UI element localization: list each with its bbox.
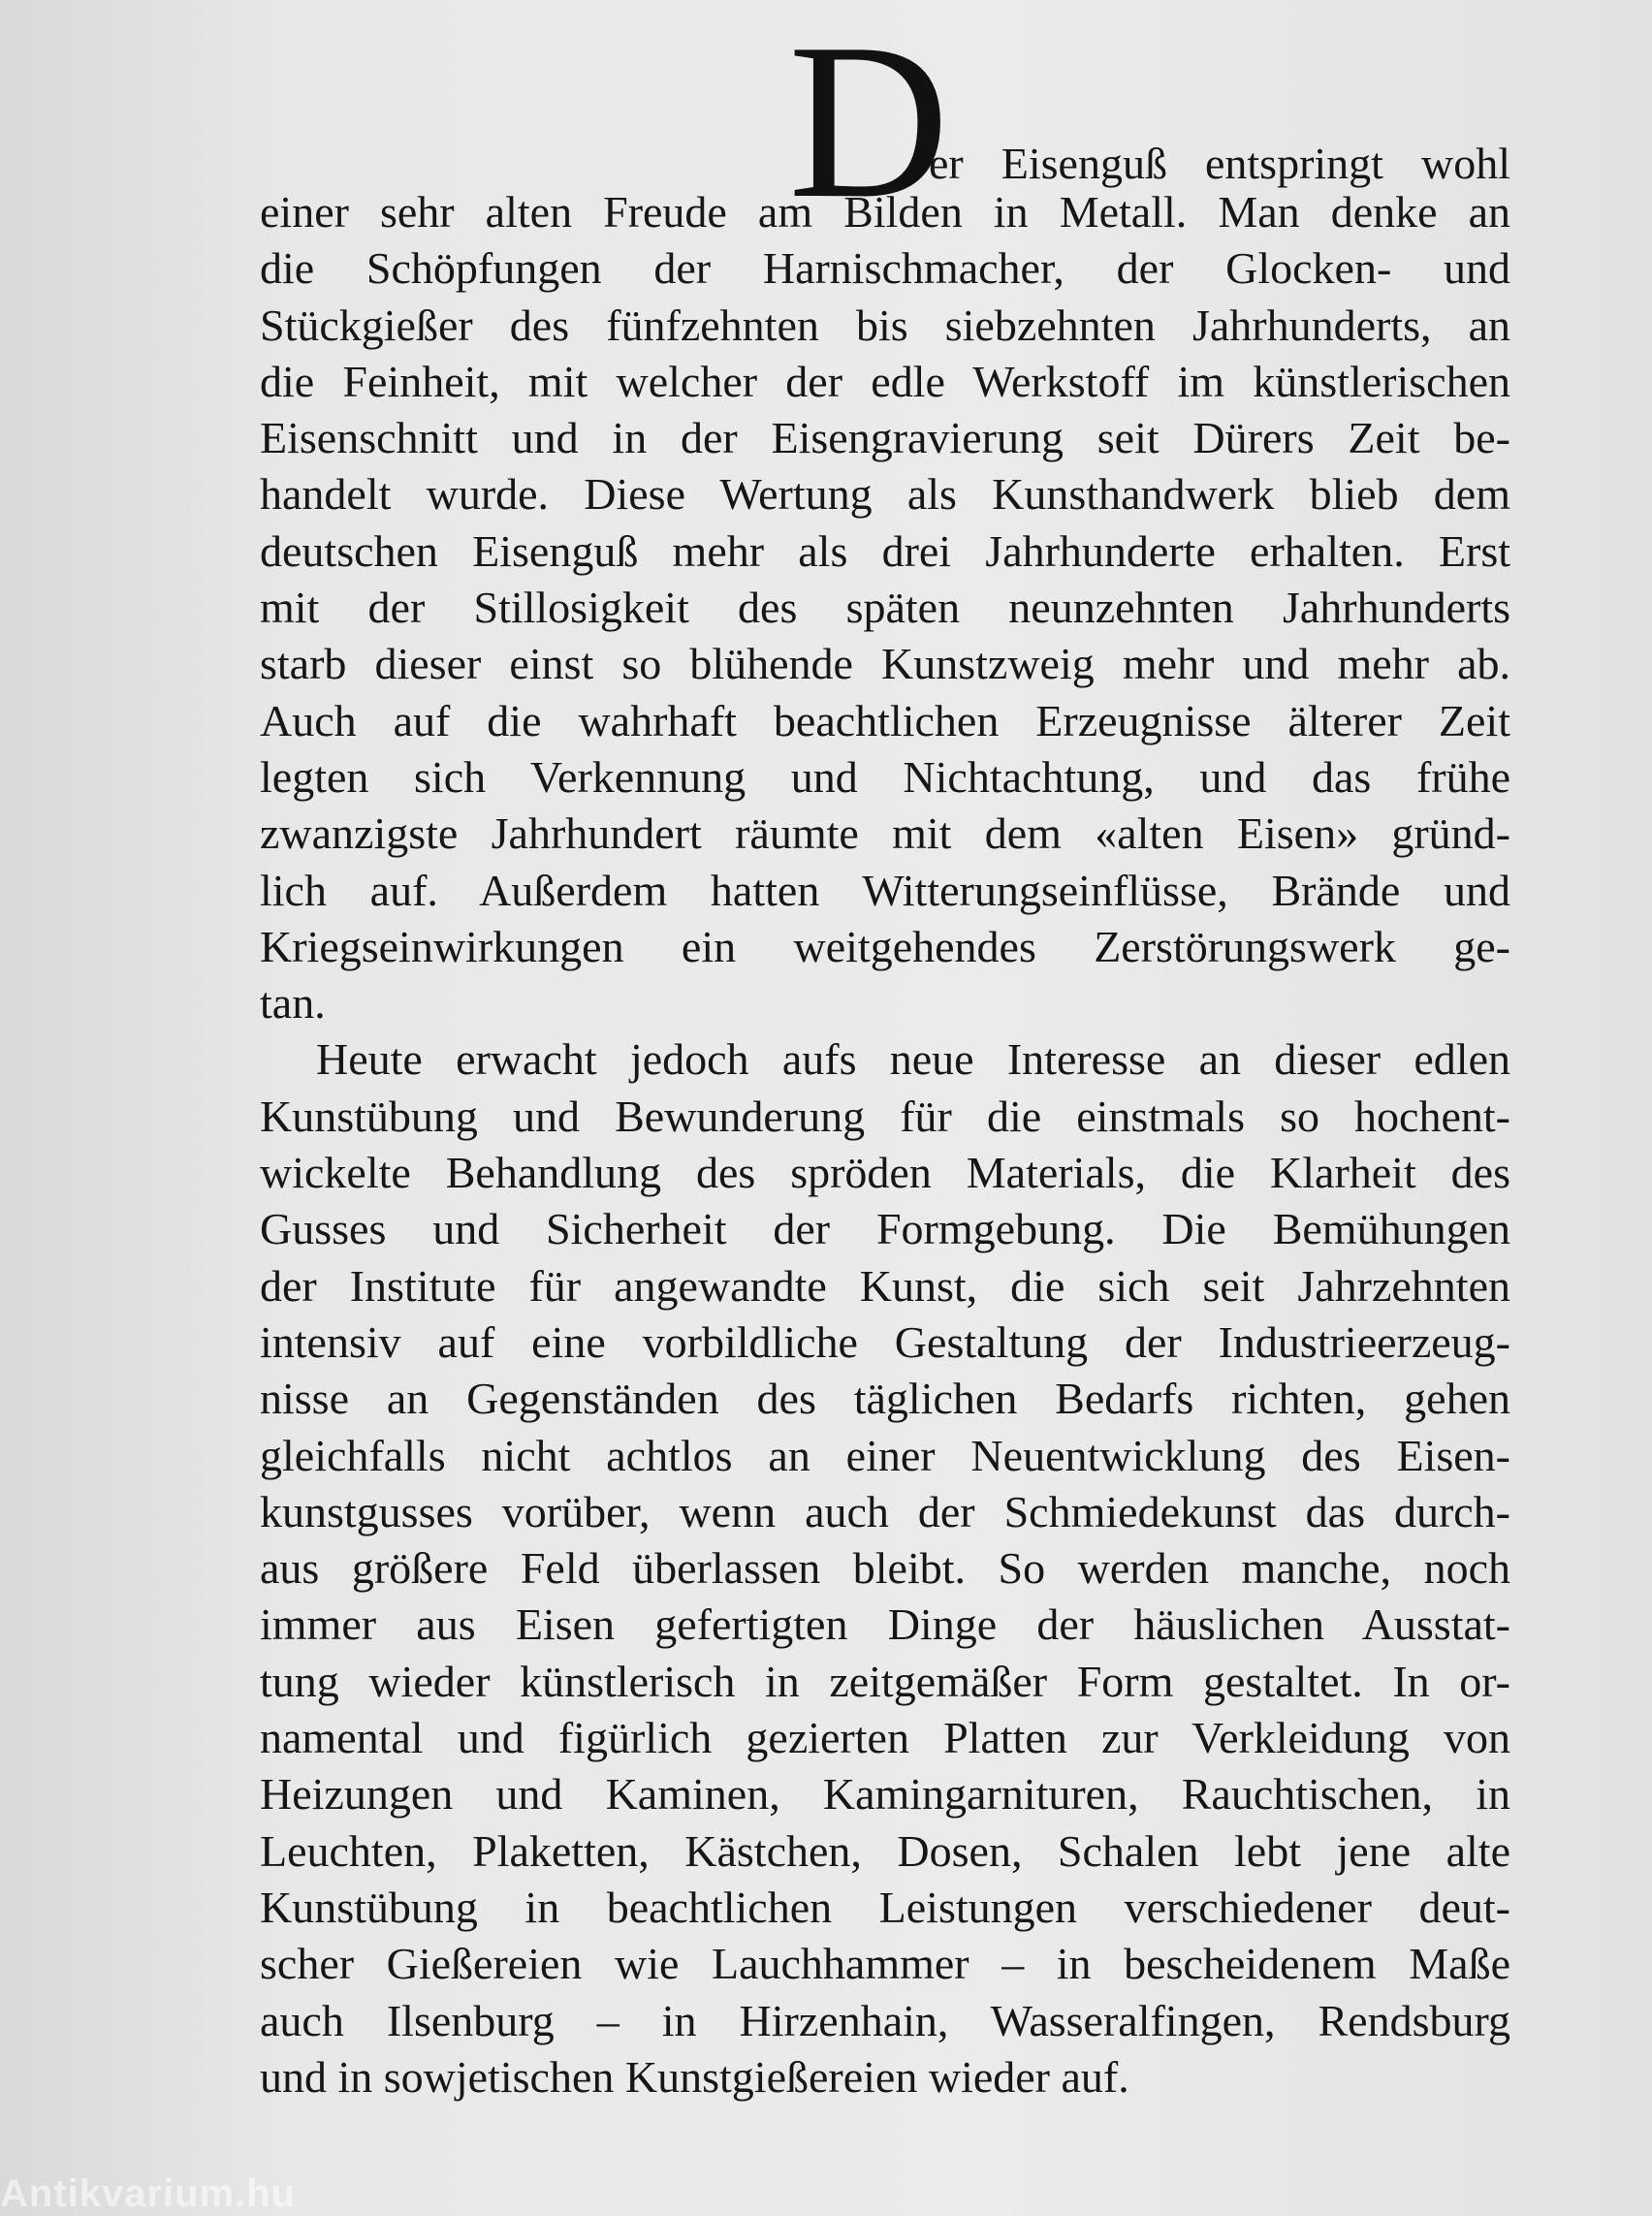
text-line: legten sich Verkennung und Nichtachtung, und das frühe bbox=[260, 751, 1510, 802]
text-line: die Feinheit, mit welcher der edle Werkstoff im künstlerischen bbox=[260, 356, 1510, 406]
text-line: kunstgusses vorüber, wenn auch der Schmiedekunst das durch- bbox=[260, 1486, 1510, 1536]
text-line: Kunstübung und Bewunderung für die einstmals so hochent- bbox=[260, 1091, 1510, 1141]
text-line: Gusses und Sicherheit der Formgebung. Die Bemühungen bbox=[260, 1204, 1510, 1254]
text-line: Eisenschnitt und in der Eisengravierung seit Dürers Zeit be- bbox=[260, 413, 1510, 463]
text-line: intensiv auf eine vorbildliche Gestaltung der Industrieerzeug- bbox=[260, 1316, 1510, 1367]
text-line: lich auf. Außerdem hatten Witterungseinflüsse, Brände und bbox=[260, 865, 1510, 915]
text-line: wickelte Behandlung des spröden Materials, die Klarheit des bbox=[260, 1148, 1510, 1198]
text-line: zwanzigste Jahrhundert räumte mit dem «alten Eisen» gründ- bbox=[260, 808, 1510, 859]
text-line: aus größere Feld überlassen bleibt. So werden manche, noch bbox=[260, 1543, 1510, 1594]
text-line: starb dieser einst so blühende Kunstzweig mehr und mehr ab. bbox=[260, 639, 1510, 689]
watermark: Antikvarium.hu bbox=[0, 2172, 297, 2215]
text-line: gleichfalls nicht achtlos an einer Neuentwicklung des Eisen- bbox=[260, 1430, 1510, 1480]
text-line: die Schöpfungen der Harnischmacher, der Glocken- und bbox=[260, 243, 1510, 294]
text-line: tan. bbox=[260, 978, 326, 1029]
text-line: Leuchten, Plaketten, Kästchen, Dosen, Schalen lebt jene alte bbox=[260, 1825, 1510, 1876]
text-line: nisse an Gegenständen des täglichen Bedarfs richten, gehen bbox=[260, 1374, 1510, 1424]
text-line: Kunstübung in beachtlichen Leistungen verschiedener deut- bbox=[260, 1882, 1510, 1932]
text-line: einer sehr alten Freude am Bilden in Metall. Man denke an bbox=[260, 187, 1510, 237]
paragraph-1 bbox=[260, 184, 1510, 1031]
text-line: namental und figürlich gezierten Platten zur Verkleidung von bbox=[260, 1713, 1510, 1763]
text-line: Heute erwacht jedoch aufs neue Interesse an dieser edlen bbox=[316, 1034, 1510, 1085]
text-line: scher Gießereien wie Lauchhammer – in bescheidenem Maße bbox=[260, 1939, 1510, 1989]
text-line: immer aus Eisen gefertigten Dinge der häuslichen Ausstat- bbox=[260, 1599, 1510, 1650]
text-line: der Institute für angewandte Kunst, die sich seit Jahrzehnten bbox=[260, 1260, 1510, 1311]
drop-cap: D bbox=[788, 0, 950, 244]
paragraph-2 bbox=[260, 1031, 1510, 2105]
text-line: Heizungen und Kaminen, Kamingarnituren, Rauchtischen, in bbox=[260, 1769, 1510, 1820]
text-line: tung wieder künstlerisch in zeitgemäßer Form gestaltet. In or- bbox=[260, 1656, 1510, 1706]
text-line: Kriegseinwirkungen ein weitgehendes Zerstörungswerk ge- bbox=[260, 921, 1510, 971]
text-line: Auch auf die wahrhaft beachtlichen Erzeugnisse älterer Zeit bbox=[260, 695, 1510, 745]
first-line-text: er Eisenguß entspringt wohl bbox=[929, 139, 1510, 188]
text-line: Stückgießer des fünfzehnten bis siebzehnten Jahrhunderts, an bbox=[260, 300, 1510, 350]
text-line: deutschen Eisenguß mehr als drei Jahrhunderte erhalten. Erst bbox=[260, 525, 1510, 576]
text-line: und in sowjetischen Kunstgießereien wieder auf. bbox=[260, 2051, 1129, 2102]
text-line: mit der Stillosigkeit des späten neunzehnten Jahrhunderts bbox=[260, 583, 1510, 633]
text-line: handelt wurde. Diese Wertung als Kunsthandwerk blieb dem bbox=[260, 469, 1510, 520]
book-page bbox=[260, 0, 1510, 2152]
text-line: auch Ilsenburg – in Hirzenhain, Wasseralfingen, Rendsburg bbox=[260, 1995, 1510, 2045]
